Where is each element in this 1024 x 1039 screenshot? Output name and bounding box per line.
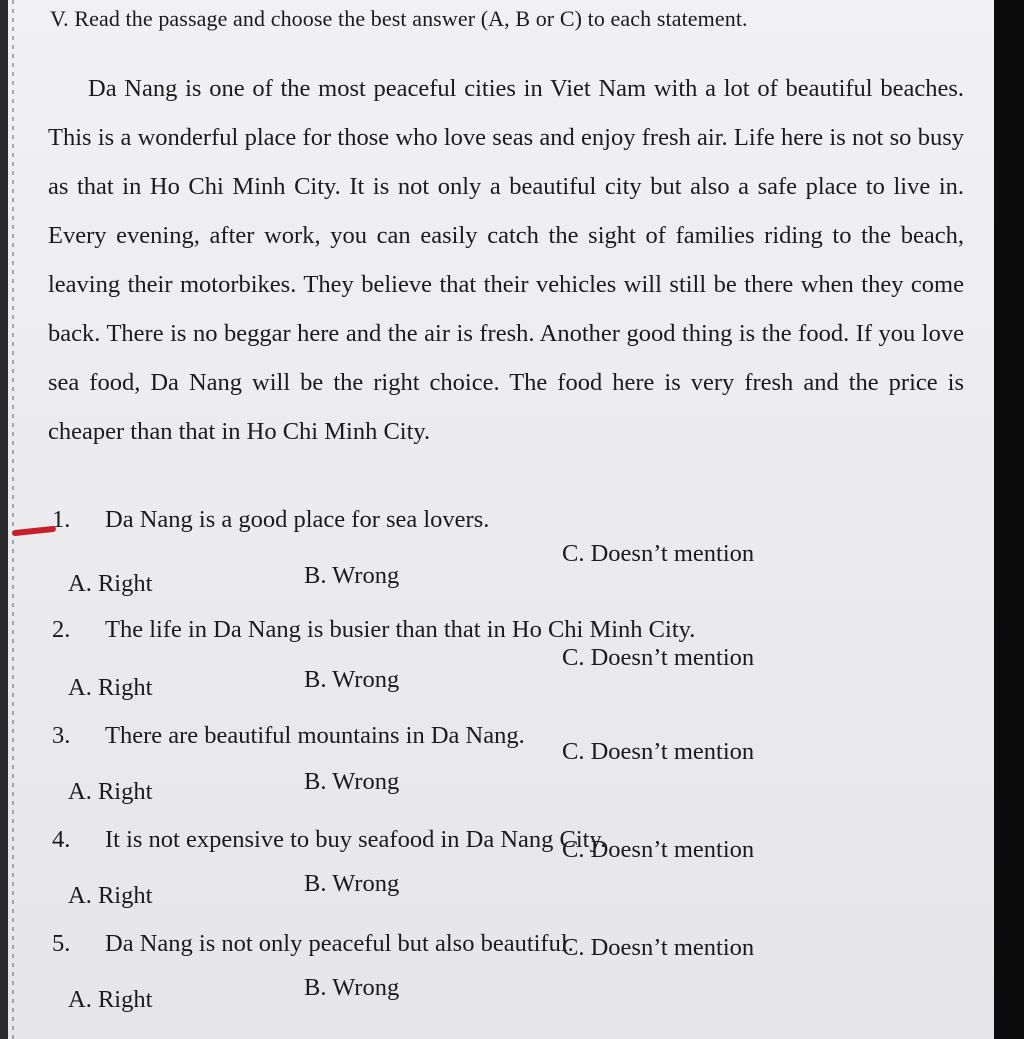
q4-option-a: A. Right — [68, 882, 153, 909]
question-text: Da Nang is a good place for sea lovers. — [105, 506, 490, 533]
q5-option-b: B. Wrong — [304, 974, 400, 1001]
question-number: 5. — [52, 930, 71, 957]
right-dark-border — [994, 0, 1024, 1039]
q3-option-c: C. Doesn’t mention — [562, 738, 755, 765]
q3-option-b: B. Wrong — [304, 768, 400, 795]
perforated-edge — [12, 0, 14, 1039]
exercise-heading: V. Read the passage and choose the best answer (A, B or C) to each statement. — [50, 6, 748, 31]
q3-option-a: A. Right — [68, 778, 153, 805]
q4-option-b: B. Wrong — [304, 870, 400, 897]
q1-option-c: C. Doesn’t mention — [562, 540, 755, 567]
red-pen-mark — [12, 526, 56, 537]
question-number: 3. — [52, 722, 71, 749]
q2-option-b: B. Wrong — [304, 666, 400, 693]
q2-option-a: A. Right — [68, 674, 153, 701]
question-number: 4. — [52, 826, 71, 853]
q1-option-a: A. Right — [68, 570, 153, 597]
reading-passage: Da Nang is one of the most peaceful cities in Viet Nam with a lot of beautiful beaches. This is a wonderful place for those who love seas and enjoy fresh air. Life here is not so busy as that in Ho Chi Minh City. It is not only a beautiful city but also a safe place to live in. Every evening, after work, you can easily catch the sight of families riding to the beach, leaving their motorbikes. They believe that their vehicles will still be there when they come back. There is no beggar here and the air is fresh. Another good thing is the food. If you love sea food, Da Nang will be the right choice. The food here is very fresh and the price is cheaper than that in Ho Chi Minh City. — [48, 75, 964, 445]
q5-option-a: A. Right — [68, 986, 153, 1013]
q2-option-c: C. Doesn’t mention — [562, 644, 755, 671]
question-text: Da Nang is not only peaceful but also beautiful. — [105, 930, 574, 957]
q4-option-c: C. Doesn’t mention — [562, 836, 755, 863]
left-page-edge — [0, 0, 8, 1039]
question-text: There are beautiful mountains in Da Nang. — [105, 722, 525, 749]
question-text: It is not expensive to buy seafood in Da Nang City. — [105, 826, 607, 853]
question-text: The life in Da Nang is busier than that in Ho Chi Minh City. — [105, 616, 696, 643]
q1-option-b: B. Wrong — [304, 562, 400, 589]
worksheet-page — [8, 0, 994, 1039]
question-number: 1. — [52, 506, 71, 533]
q5-option-c: C. Doesn’t mention — [562, 934, 755, 961]
question-number: 2. — [52, 616, 71, 643]
